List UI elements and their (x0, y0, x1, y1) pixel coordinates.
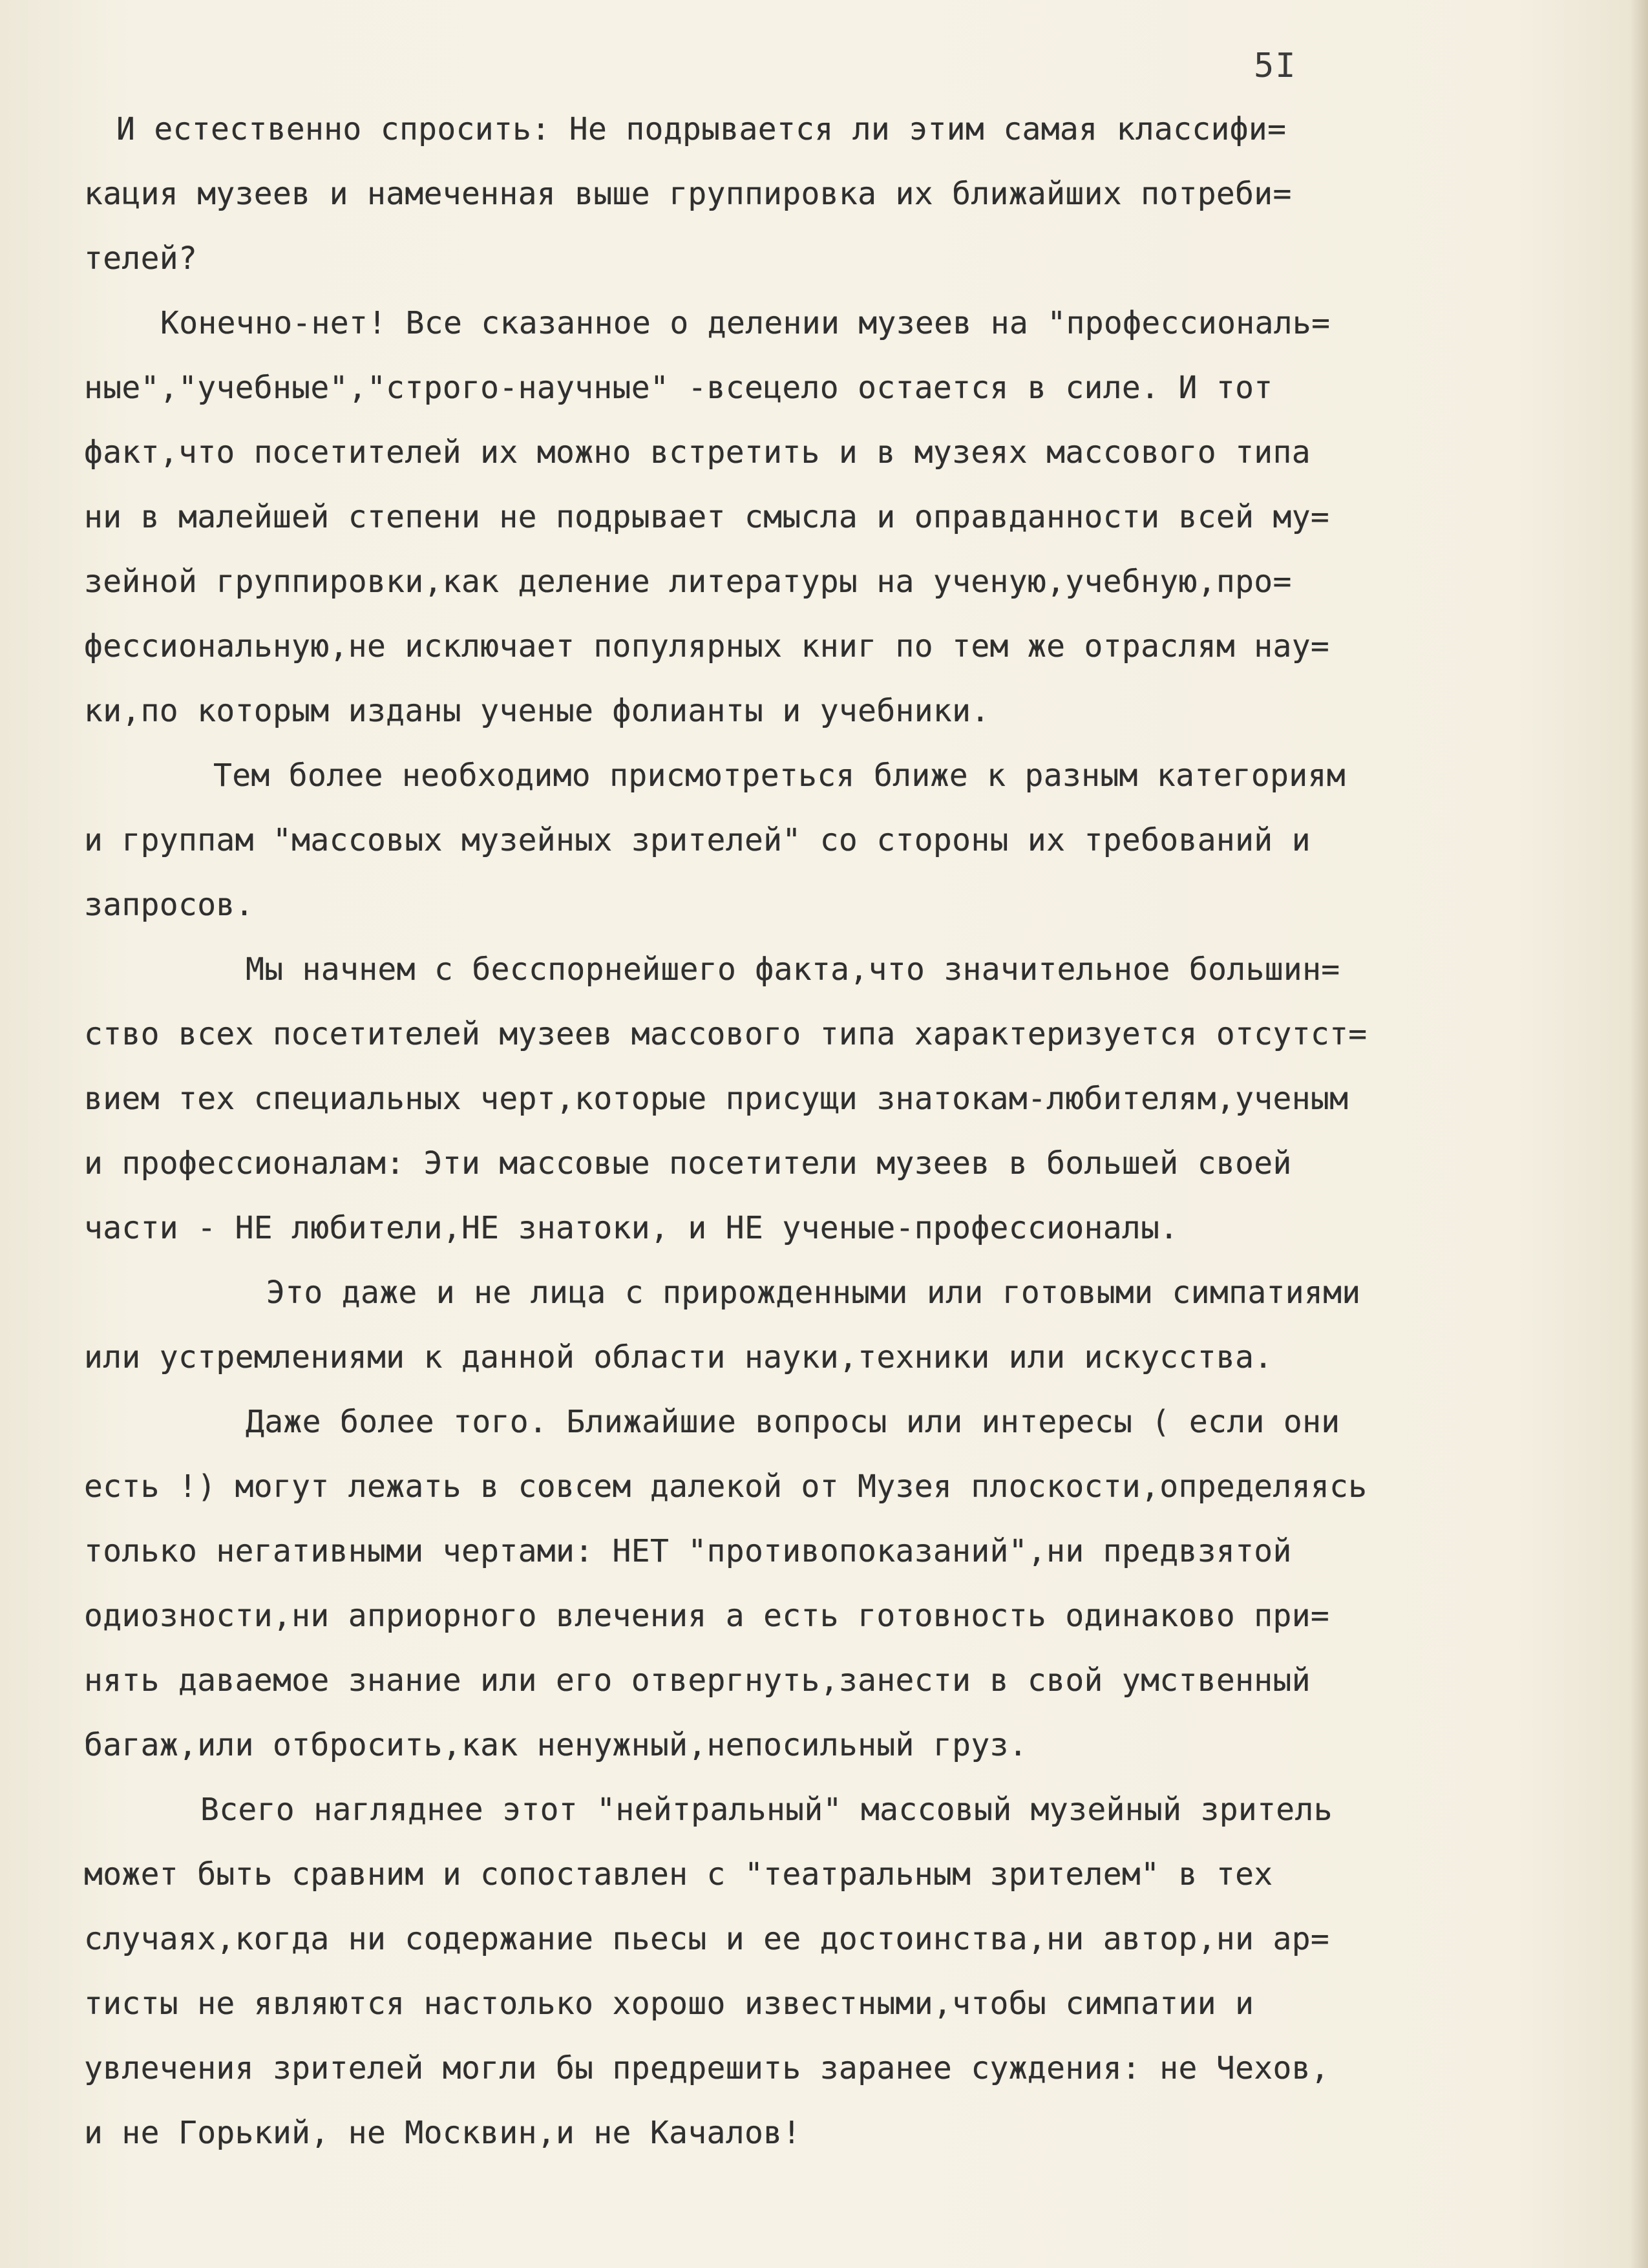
text-line-4: Конечно-нет! Все сказанное о делении музеев на "профессиональ= (160, 305, 1331, 341)
text-line-32: и не Горький, не Москвин,и не Качалов! (84, 2115, 801, 2151)
text-line-26: багаж,или отбросить,как ненужный,непосильный груз. (84, 1727, 1028, 1763)
text-line-2: кация музеев и намеченная выше группировка их ближайших потреби= (84, 176, 1292, 212)
text-line-9: фессиональную,не исключает популярных книг по тем же отраслям нау= (84, 628, 1330, 664)
text-line-28: может быть сравним и сопоставлен с "театральным зрителем" в тех (84, 1856, 1273, 1892)
text-line-22: есть !) могут лежать в совсем далекой от Музея плоскости,определяясь (84, 1468, 1368, 1505)
text-line-14: Мы начнем с бесспорнейшего факта,что значительное большин= (246, 951, 1340, 988)
text-line-19: Это даже и не лица с прирожденными или готовыми симпатиями (266, 1275, 1361, 1311)
text-line-17: и профессионалам: Эти массовые посетители музеев в большей своей (84, 1145, 1292, 1182)
text-line-31: увлечения зрителей могли бы предрешить заранее суждения: не Чехов, (84, 2050, 1330, 2086)
text-line-20: или устремлениями к данной области науки,техники или искусства. (84, 1339, 1273, 1375)
text-line-25: нять даваемое знание или его отвергнуть,занести в свой умственный (84, 1662, 1311, 1699)
text-line-11: Тем более необходимо присмотреться ближе к разным категориям (213, 758, 1346, 794)
text-line-23: только негативными чертами: НЕТ "противопоказаний",ни предвзятой (84, 1533, 1292, 1569)
text-line-6: факт,что посетителей их можно встретить и в музеях массового типа (84, 434, 1311, 471)
text-line-15: ство всех посетителей музеев массового типа характеризуется отсутст= (84, 1016, 1368, 1052)
text-line-7: ни в малейшей степени не подрывает смысла и оправданности всей му= (84, 499, 1330, 535)
text-line-3: телей? (84, 240, 198, 277)
page-number: 5I (1254, 47, 1297, 85)
text-line-10: ки,по которым изданы ученые фолианты и учебники. (84, 693, 990, 729)
text-line-12: и группам "массовых музейных зрителей" со стороны их требований и (84, 822, 1311, 858)
text-line-13: запросов. (84, 887, 254, 923)
text-line-18: части - НЕ любители,НЕ знатоки, и НЕ ученые-профессионалы. (84, 1210, 1179, 1246)
text-line-16: вием тех специальных черт,которые присущи знатокам-любителям,ученым (84, 1081, 1349, 1117)
page-edge-shadow (1630, 0, 1648, 2268)
text-line-27: Всего нагляднее этот "нейтральный" массовый музейный зритель (200, 1792, 1333, 1828)
text-line-21: Даже более того. Ближайшие вопросы или интересы ( если они (246, 1404, 1340, 1440)
text-line-24: одиозности,ни априорного влечения а есть готовность одинаково при= (84, 1598, 1330, 1634)
text-line-8: зейной группировки,как деление литературы на ученую,учебную,про= (84, 564, 1292, 600)
text-line-5: ные","учебные","строго-научные" -всецело остается в силе. И тот (84, 370, 1273, 406)
text-line-29: случаях,когда ни содержание пьесы и ее достоинства,ни автор,ни ар= (84, 1921, 1330, 1957)
text-line-1: И естественно спросить: Не подрывается ли этим самая классифи= (116, 111, 1287, 147)
text-line-30: тисты не являются настолько хорошо известными,чтобы симпатии и (84, 1986, 1254, 2022)
